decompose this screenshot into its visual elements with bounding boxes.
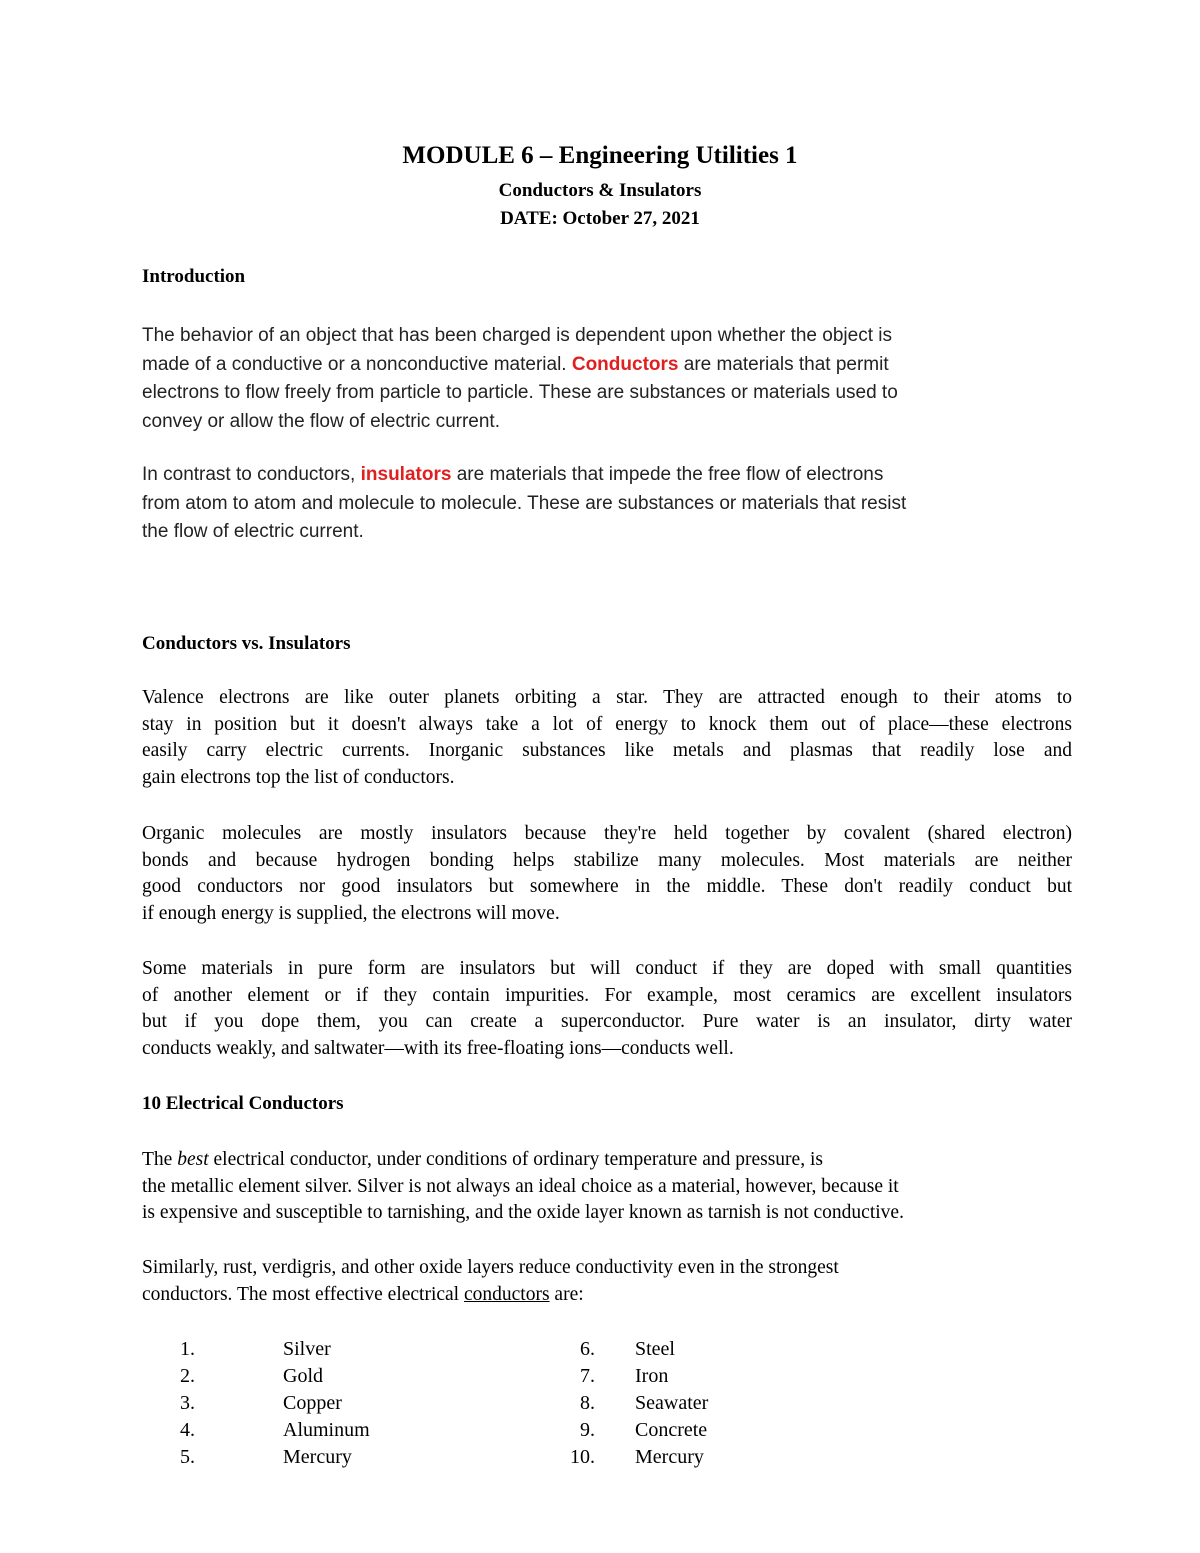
list-number: 4. [180, 1419, 195, 1441]
conductors-paragraph-1 [142, 1147, 1072, 1227]
text-line: conducts weakly, and saltwater—with its free-floating ions—conducts well. [142, 1037, 734, 1059]
list-number: 8. [580, 1392, 595, 1414]
text-line: stay in position but it doesn't always take a lot of energy to knock them out of place—these electrons [142, 713, 1072, 735]
page-subtitle: Conductors & Insulators [498, 180, 702, 201]
text-line: the flow of electric current. [142, 521, 364, 542]
list-label: Steel [635, 1338, 675, 1360]
text-line [142, 351, 1072, 380]
heading-introduction: Introduction [142, 266, 246, 287]
text-line: Some materials in pure form are insulators but will conduct if they are doped with small quantities [142, 958, 1072, 979]
text-line [142, 1147, 1072, 1174]
text-line: bonds and because hydrogen bonding helps stabilize many molecules. Most materials are neither [142, 849, 1072, 871]
text-line: good conductors nor good insulators but somewhere in the middle. These don't readily conduct but [142, 876, 1072, 897]
heading-conductors-vs-insulators: Conductors vs. Insulators [142, 633, 351, 654]
text-line: gain electrons top the list of conductors. [142, 766, 455, 788]
list-label: Copper [283, 1392, 342, 1414]
text-span: In contrast to conductors, [142, 464, 361, 485]
text-line: Valence electrons are like outer planets orbiting a star. They are attracted enough to their atoms to [142, 687, 1072, 708]
list-number: 7. [580, 1365, 595, 1387]
list-number: 10. [570, 1446, 595, 1468]
list-label: Silver [283, 1338, 331, 1360]
list-label: Aluminum [283, 1419, 370, 1441]
list-number: 2. [180, 1365, 195, 1387]
link-conductors[interactable]: conductors [463, 1283, 550, 1305]
text-line [142, 1282, 1072, 1309]
text-line [142, 461, 1072, 490]
text-line: electrons to flow freely from particle to particle. These are substances or materials used to [142, 382, 898, 403]
text-span: The [142, 1149, 178, 1170]
intro-paragraph-1 [142, 322, 1072, 436]
term-insulators: insulators [360, 464, 452, 485]
text-line: Organic molecules are mostly insulators because they're held together by covalent (shared electron) [142, 823, 1072, 844]
text-span: are materials that impede the free flow of electrons [451, 464, 884, 485]
text-line: is expensive and susceptible to tarnishing, and the oxide layer known as tarnish is not conductive. [142, 1202, 904, 1223]
text-line: easily carry electric currents. Inorganic substances like metals and plasmas that readily lose and [142, 740, 1072, 761]
list-number: 6. [580, 1338, 595, 1360]
list-label: Gold [283, 1365, 323, 1387]
vs-paragraph-1 [142, 685, 1072, 791]
list-label: Seawater [635, 1392, 709, 1414]
text-span: are: [549, 1283, 584, 1305]
list-number: 3. [180, 1392, 195, 1414]
conductors-paragraph-2 [142, 1255, 1072, 1308]
term-conductors: Conductors [571, 353, 679, 375]
text-line: of another element or if they contain impurities. For example, most ceramics are excellent insulators [142, 984, 1072, 1006]
text-line: convey or allow the flow of electric current. [142, 410, 500, 432]
list-label: Mercury [635, 1446, 704, 1468]
text-span: are materials that permit [678, 353, 889, 375]
text-span: conductors. The most effective electrical [142, 1283, 464, 1305]
text-line: from atom to atom and molecule to molecule. These are substances or materials that resist [142, 492, 907, 514]
list-number: 9. [580, 1419, 595, 1441]
text-span: electrical conductor, under conditions of ordinary temperature and pressure, is [208, 1149, 823, 1170]
text-line: if enough energy is supplied, the electrons will move. [142, 902, 560, 924]
page-date: DATE: October 27, 2021 [500, 208, 700, 229]
emphasis-best: best [177, 1149, 209, 1170]
list-number: 5. [180, 1446, 195, 1468]
page-title: MODULE 6 – Engineering Utilities 1 [402, 142, 798, 169]
text-line: The behavior of an object that has been charged is dependent upon whether the object is [142, 325, 892, 346]
heading-10-electrical-conductors: 10 Electrical Conductors [142, 1093, 344, 1114]
text-line: but if you dope them, you can create a superconductor. Pure water is an insulator, dirty water [142, 1011, 1072, 1032]
text-line: Similarly, rust, verdigris, and other oxide layers reduce conductivity even in the strongest [142, 1257, 839, 1278]
intro-paragraph-2 [142, 461, 1072, 547]
list-label: Concrete [635, 1419, 708, 1441]
vs-paragraph-2 [142, 821, 1072, 927]
list-number: 1. [180, 1338, 195, 1360]
text-span: made of a conductive or a nonconductive material. [142, 353, 572, 375]
list-label: Iron [635, 1365, 669, 1387]
text-line: the metallic element silver. Silver is not always an ideal choice as a material, however, because it [142, 1175, 899, 1197]
vs-paragraph-3 [142, 956, 1072, 1062]
list-label: Mercury [283, 1446, 352, 1468]
